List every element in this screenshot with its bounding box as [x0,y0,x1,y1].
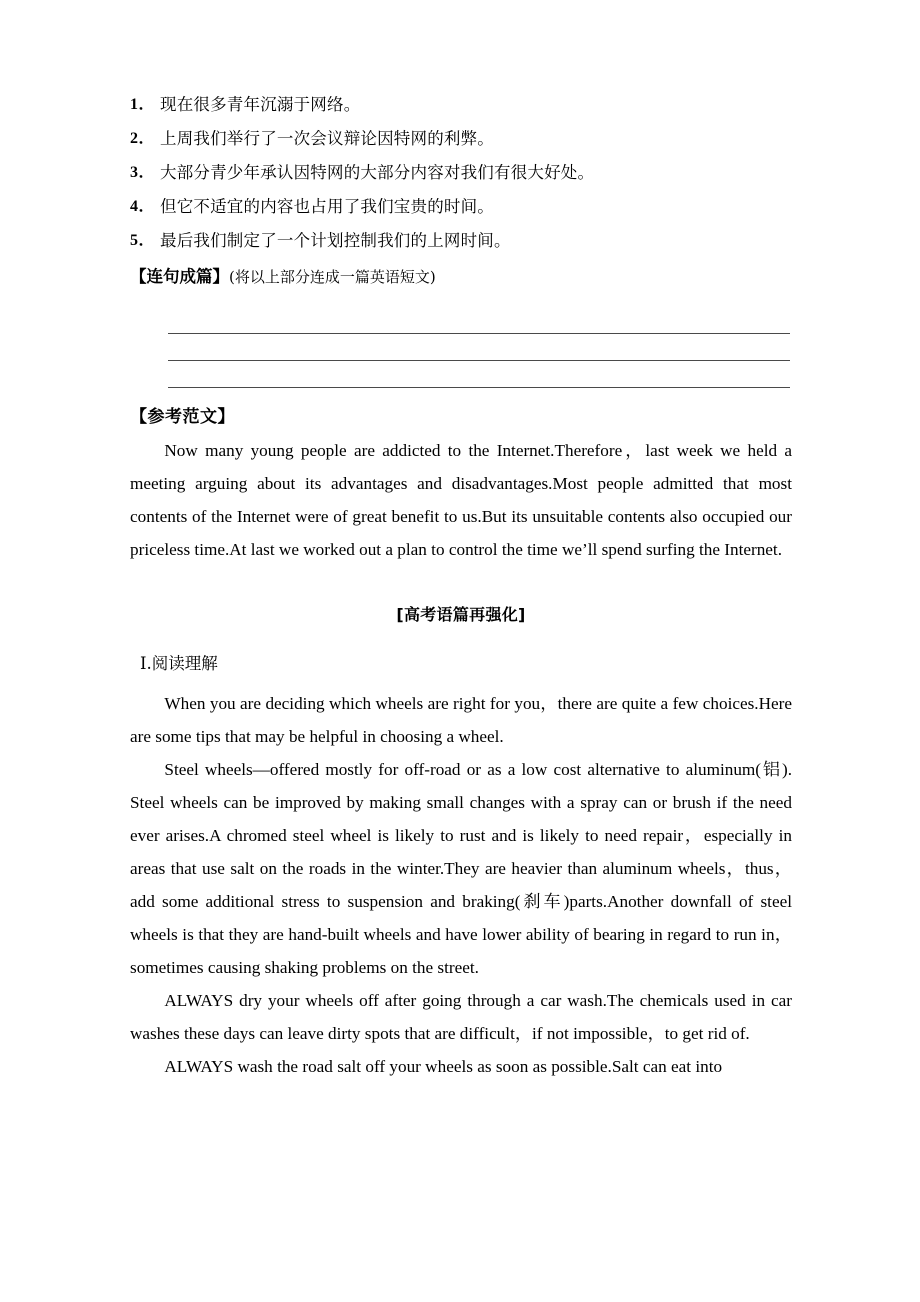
list-item [130,190,792,224]
reading-paragraph: When you are deciding which wheels are right for you，there are quite a few choices.Here are some tips that may be helpful in choosing a wheel. [130,694,792,746]
reading-paragraph: ALWAYS dry your wheels off after going through a car wash.The chemicals used in car washes these days can leave dirty spots that are difficult，if not impossible，to get rid of. [130,991,792,1043]
reading-paragraph: Steel wheels—offered mostly for off‐road or as a low cost alternative to aluminum(铝). Steel wheels can be improved by making small changes with a spray can or brush if the need ever arises.A chromed steel wheel is likely to rust and is likely to need repair，especially in areas that use salt on the roads in the winter.They are heavier than aluminum wheels，thus，add some additional stress to suspension and braking(刹车)parts.Another downfall of steel wheels is that they are hand-built wheels and have lower ability of bearing in regard to run in，sometimes causing shaking problems on the street. [130,760,792,977]
list-item-text: 现在很多青年沉溺于网络。 [160,95,361,114]
blank-write-line[interactable] [168,361,790,388]
list-item-number: 3． [130,164,156,181]
list-item-number: 4． [130,198,156,215]
reading-passage [130,687,792,1083]
list-item-number: 1． [130,96,156,113]
page-content [130,0,792,1083]
compose-task-instruction: (将以上部分连成一篇英语短文) [229,268,436,286]
blank-write-line[interactable] [168,307,790,334]
model-essay-paragraph: Now many young people are addicted to the Internet.Therefore，last week we held a meeting arguing about its advantages and disadvantages.Most people admitted that most contents of the Internet were of great benefit to us.But its unsuitable contents also occupied our priceless time.At last we worked out a plan to control the time we’ll spend surfing the Internet. [130,441,792,559]
list-item [130,122,792,156]
part-title-reading-comprehension: Ⅰ.阅读理解 [140,654,218,673]
list-item-text: 大部分青少年承认因特网的大部分内容对我们有很大好处。 [160,163,595,182]
chinese-sentence-list [130,88,792,258]
list-item [130,88,792,122]
answer-blank-lines [168,307,790,388]
list-item-text: 但它不适宜的内容也占用了我们宝贵的时间。 [160,197,494,216]
blank-write-line[interactable] [168,334,790,361]
list-item-text: 最后我们制定了一个计划控制我们的上网时间。 [160,231,511,250]
list-item [130,224,792,258]
list-item-number: 5． [130,232,156,249]
section-banner [130,602,792,625]
compose-task-title: 【连句成篇】 [130,267,229,286]
list-item-number: 2． [130,130,156,147]
section-banner-label: [高考语篇再强化] [396,605,526,624]
reading-paragraph: ALWAYS wash the road salt off your wheels as soon as possible.Salt can eat into [164,1057,723,1076]
model-essay-heading: 【参考范文】 [130,407,235,427]
list-item [130,156,792,190]
compose-task-heading [130,261,792,293]
list-item-text: 上周我们举行了一次会议辩论因特网的利弊。 [160,129,494,148]
